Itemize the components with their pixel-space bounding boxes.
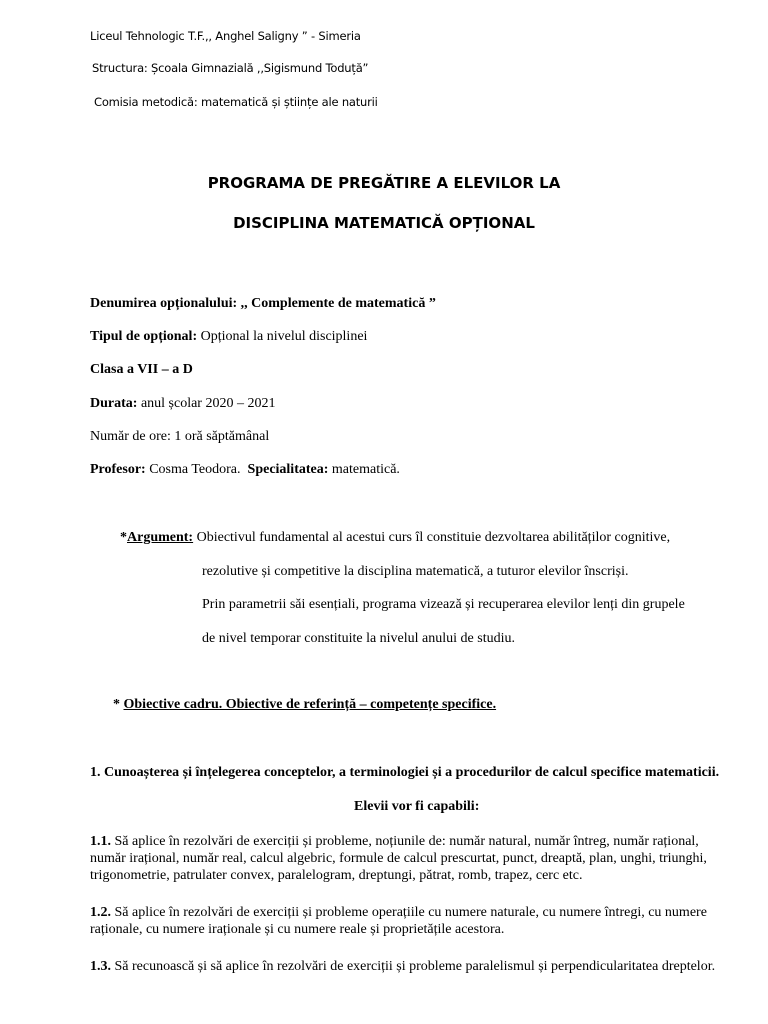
objectives-heading-row bbox=[113, 697, 496, 713]
duration-row bbox=[90, 396, 275, 412]
document-title-line2: DISCIPLINA MATEMATICĂ OPȚIONAL bbox=[233, 214, 535, 232]
argument-row bbox=[120, 530, 670, 546]
argument-line4: de nivel temporar constituite la nivelul anului de studiu. bbox=[202, 631, 515, 646]
duration-label: Durata: bbox=[90, 396, 138, 411]
hours-row: Număr de ore: 1 oră săptămânal bbox=[90, 429, 270, 444]
optional-type-label: Tipul de opțional: bbox=[90, 329, 198, 344]
optional-type-value: Opțional la nivelul disciplinei bbox=[200, 329, 368, 344]
item-text: Să recunoască și să aplice în rezolvări de exerciții și probleme paralelismul și perpendicularitatea dreptelor. bbox=[114, 959, 716, 974]
argument-star: * bbox=[120, 530, 127, 545]
item-number: 1.2. bbox=[90, 905, 111, 920]
class-row: Clasa a VII – a D bbox=[90, 362, 193, 377]
optional-name-label: Denumirea opționalului: bbox=[90, 296, 238, 311]
optional-name-row bbox=[90, 296, 436, 312]
objectives-star: * bbox=[113, 697, 120, 712]
methodical-commission: Comisia metodică: matematică și științe ale naturii bbox=[94, 95, 378, 109]
item-number: 1.3. bbox=[90, 959, 111, 974]
list-item bbox=[90, 833, 722, 884]
argument-line1: Obiectivul fundamental al acestui curs îl constituie dezvoltarea abilităților cognitive, bbox=[196, 530, 671, 545]
duration-value: anul școlar 2020 – 2021 bbox=[140, 396, 276, 411]
teacher-row bbox=[90, 462, 400, 478]
section1-capabili: Elevii vor fi capabili: bbox=[354, 799, 480, 814]
argument-label: Argument: bbox=[127, 530, 194, 545]
specialty-value: matematică. bbox=[331, 462, 400, 477]
item-text: Să aplice în rezolvări de exerciții și probleme operațiile cu numere naturale, cu numere întregi, cu numere raționale, cu numere iraționale și cu numere reale și proprietățile acestora. bbox=[90, 905, 707, 937]
argument-line3: Prin parametrii săi esențiali, programa vizează și recuperarea elevilor lenți din grupele bbox=[202, 597, 685, 612]
document-title-line1: PROGRAMA DE PREGĂTIRE A ELEVILOR LA bbox=[207, 174, 561, 192]
section1-heading: 1. Cunoașterea și înțelegerea conceptelor, a terminologiei și a procedurilor de calcul specifice matematicii. bbox=[90, 765, 720, 780]
optional-type-row bbox=[90, 329, 367, 345]
teacher-value: Cosma Teodora. bbox=[149, 462, 241, 477]
teacher-label: Profesor: bbox=[90, 462, 146, 477]
item-number: 1.1. bbox=[90, 834, 111, 849]
optional-name-value: ,, Complemente de matematică ” bbox=[240, 296, 436, 311]
list-item bbox=[90, 958, 722, 975]
objectives-heading: Obiective cadru. Obiective de referință – competențe specifice. bbox=[123, 697, 497, 712]
school-name: Liceul Tehnologic T.F.,, Anghel Saligny ” - Simeria bbox=[90, 29, 361, 43]
specialty-label: Specialitatea: bbox=[247, 462, 329, 477]
item-text: Să aplice în rezolvări de exerciții și probleme, noțiunile de: număr natural, număr întreg, număr rațional, număr irațional, număr real, calcul algebric, formule de calcul prescurtat, punct, dreaptă, plan, unghi, triunghi, trigonometrie, patrulater convex, paralelogram, dreptungi, pătrat, romb, trapez, cerc etc. bbox=[90, 834, 707, 883]
list-item bbox=[90, 904, 722, 938]
school-structure: Structura: Școala Gimnazială ,,Sigismund Toduță” bbox=[92, 61, 369, 75]
argument-line2: rezolutive și competitive la disciplina matematică, a tuturor elevilor înscriși. bbox=[202, 564, 629, 579]
